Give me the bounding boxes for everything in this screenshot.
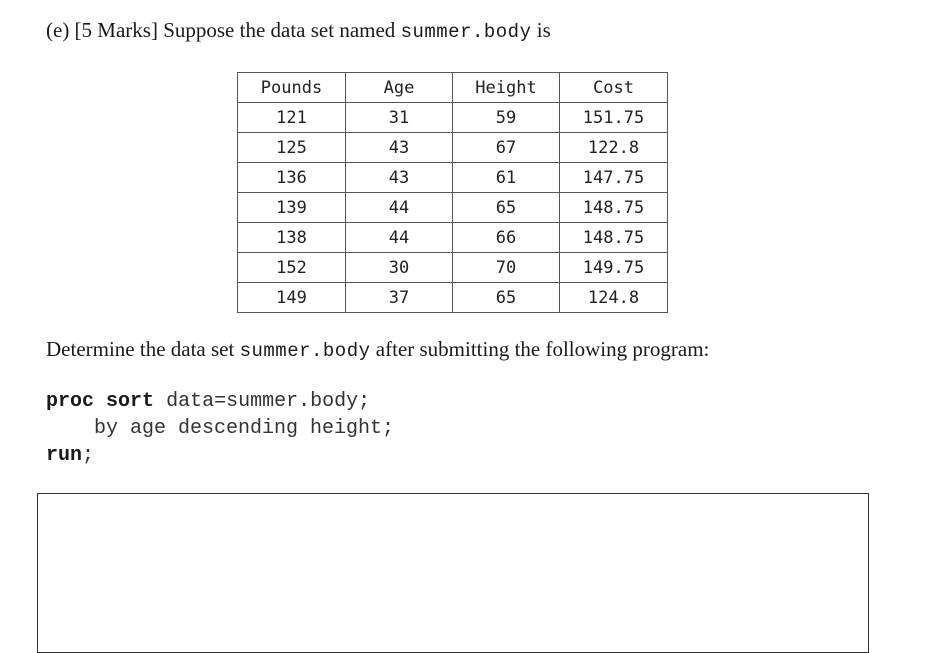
question-text	[46, 18, 551, 43]
table-cell: 149	[238, 283, 346, 313]
table-row	[238, 193, 668, 223]
column-header-pounds: Pounds	[238, 73, 346, 103]
table-cell: 70	[453, 253, 560, 283]
code-keyword: sort	[106, 390, 155, 413]
table-cell: 152	[238, 253, 346, 283]
table-cell: 151.75	[560, 103, 668, 133]
instruction-text	[46, 337, 709, 362]
code-line: by age descending height;	[46, 417, 395, 440]
code-line	[46, 442, 394, 469]
table-cell: 122.8	[560, 133, 668, 163]
column-header-age: Age	[346, 73, 453, 103]
table-row	[238, 163, 668, 193]
table-cell: 65	[453, 193, 560, 223]
table-row	[238, 133, 668, 163]
instruction-suffix: after submitting the following program:	[370, 337, 710, 361]
answer-box[interactable]	[37, 493, 869, 653]
table-cell: 44	[346, 193, 453, 223]
table-cell: 30	[346, 253, 453, 283]
code-keyword: proc	[46, 390, 95, 413]
table-cell: 136	[238, 163, 346, 193]
table-row	[238, 223, 668, 253]
table-cell: 59	[453, 103, 560, 133]
table-cell: 125	[238, 133, 346, 163]
table-cell: 138	[238, 223, 346, 253]
table-cell: 65	[453, 283, 560, 313]
table-cell: 66	[453, 223, 560, 253]
table-cell: 44	[346, 223, 453, 253]
dataset-name: summer.body	[400, 21, 532, 43]
code-block	[46, 388, 394, 469]
table-cell: 148.75	[560, 223, 668, 253]
table-cell: 147.75	[560, 163, 668, 193]
table-cell: 61	[453, 163, 560, 193]
table-cell: 43	[346, 133, 453, 163]
question-suffix: is	[531, 18, 551, 42]
table-cell: 124.8	[560, 283, 668, 313]
table-row	[238, 103, 668, 133]
code-line	[46, 388, 394, 415]
table-cell: 43	[346, 163, 453, 193]
table-cell: 67	[453, 133, 560, 163]
question-prefix: (e) [5 Marks] Suppose the data set named	[46, 18, 401, 42]
column-header-cost: Cost	[560, 73, 668, 103]
column-header-height: Height	[453, 73, 560, 103]
code-keyword: run	[46, 444, 83, 467]
table-cell: 37	[346, 283, 453, 313]
table-cell: 139	[238, 193, 346, 223]
table-row	[238, 283, 668, 313]
table-row	[238, 253, 668, 283]
dataset-name: summer.body	[239, 340, 371, 362]
instruction-prefix: Determine the data set	[46, 337, 240, 361]
table-cell: 149.75	[560, 253, 668, 283]
data-table	[237, 72, 668, 313]
table-cell: 121	[238, 103, 346, 133]
code-text: ;	[82, 444, 95, 467]
table-cell: 31	[346, 103, 453, 133]
table-cell: 148.75	[560, 193, 668, 223]
code-text: data=summer.body;	[166, 390, 371, 413]
table-header-row	[238, 73, 668, 103]
